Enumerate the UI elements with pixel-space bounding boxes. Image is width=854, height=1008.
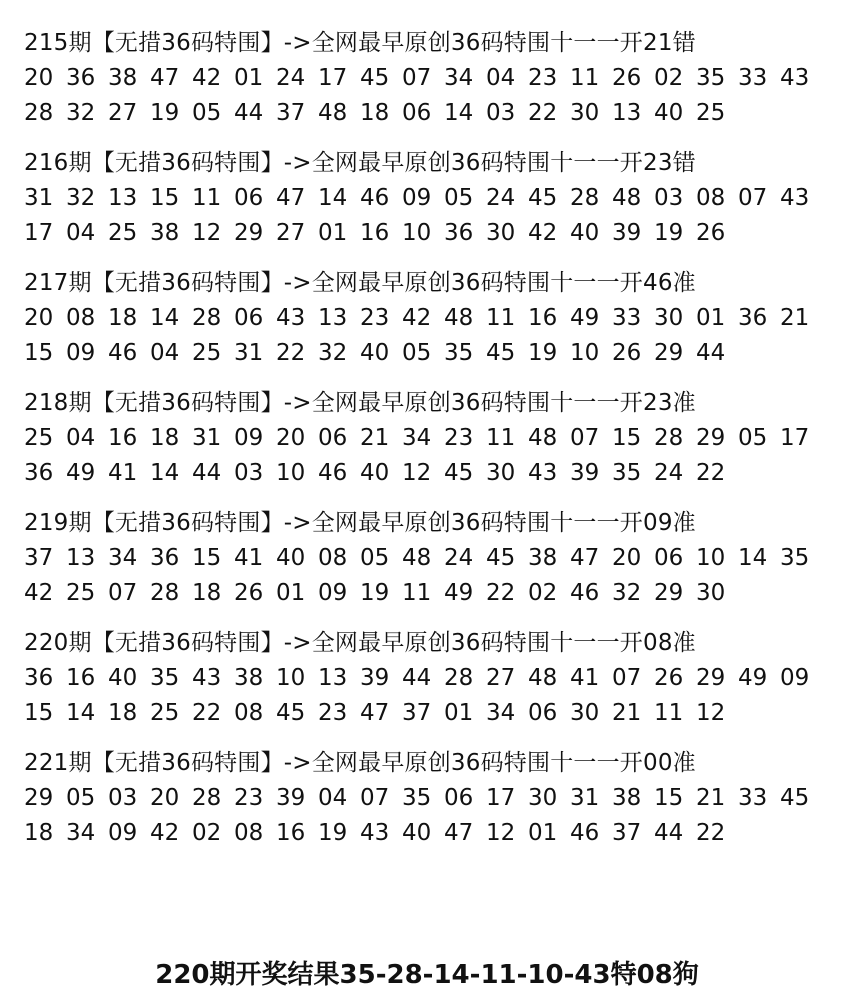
number-cell: 39 <box>570 460 600 486</box>
number-cell: 06 <box>318 425 348 451</box>
number-cell: 10 <box>276 460 306 486</box>
number-cell: 28 <box>444 665 474 691</box>
number-cell: 45 <box>528 185 558 211</box>
number-cell: 12 <box>696 700 726 726</box>
number-cell: 45 <box>444 460 474 486</box>
number-cell: 47 <box>276 185 306 211</box>
number-cell: 48 <box>612 185 642 211</box>
number-cell: 37 <box>402 700 432 726</box>
number-cell: 42 <box>24 580 54 606</box>
number-cell: 45 <box>276 700 306 726</box>
number-cell: 46 <box>108 340 138 366</box>
number-cell: 27 <box>108 100 138 126</box>
number-cell: 43 <box>192 665 222 691</box>
number-cell: 06 <box>654 545 684 571</box>
number-cell: 04 <box>150 340 180 366</box>
number-cell: 08 <box>234 820 264 846</box>
number-cell: 49 <box>66 460 96 486</box>
number-cell: 20 <box>150 785 180 811</box>
number-cell: 13 <box>318 305 348 331</box>
number-cell: 43 <box>780 185 810 211</box>
number-cell: 39 <box>612 220 642 246</box>
number-cell: 08 <box>66 305 96 331</box>
number-cell: 34 <box>402 425 432 451</box>
number-cell: 05 <box>66 785 96 811</box>
number-cell: 35 <box>444 340 474 366</box>
number-cell: 30 <box>528 785 558 811</box>
number-cell: 09 <box>66 340 96 366</box>
number-cell: 22 <box>276 340 306 366</box>
number-cell: 11 <box>402 580 432 606</box>
number-cell: 48 <box>528 425 558 451</box>
number-cell: 31 <box>234 340 264 366</box>
number-cell: 29 <box>234 220 264 246</box>
number-cell: 18 <box>360 100 390 126</box>
number-cell: 18 <box>192 580 222 606</box>
number-row <box>24 456 834 491</box>
number-cell: 11 <box>654 700 684 726</box>
number-cell: 18 <box>150 425 180 451</box>
number-cell: 21 <box>696 785 726 811</box>
number-cell: 36 <box>24 665 54 691</box>
number-cell: 12 <box>402 460 432 486</box>
number-cell: 01 <box>234 65 264 91</box>
period-block <box>24 266 834 371</box>
number-cell: 05 <box>444 185 474 211</box>
number-cell: 20 <box>24 65 54 91</box>
number-cell: 46 <box>360 185 390 211</box>
number-cell: 47 <box>444 820 474 846</box>
number-cell: 23 <box>318 700 348 726</box>
number-cell: 03 <box>654 185 684 211</box>
number-cell: 15 <box>150 185 180 211</box>
number-cell: 17 <box>24 220 54 246</box>
number-row <box>24 696 834 731</box>
period-header: 219期【无措36码特围】->全网最早原创36码特围十一一开09准 <box>24 510 696 536</box>
number-cell: 32 <box>66 185 96 211</box>
number-cell: 32 <box>66 100 96 126</box>
number-cell: 21 <box>360 425 390 451</box>
number-cell: 08 <box>696 185 726 211</box>
number-cell: 30 <box>570 700 600 726</box>
number-cell: 22 <box>192 700 222 726</box>
number-cell: 48 <box>402 545 432 571</box>
number-cell: 35 <box>402 785 432 811</box>
number-cell: 39 <box>360 665 390 691</box>
number-cell: 30 <box>570 100 600 126</box>
number-cell: 03 <box>234 460 264 486</box>
number-cell: 30 <box>486 460 516 486</box>
number-cell: 33 <box>738 785 768 811</box>
number-cell: 21 <box>612 700 642 726</box>
number-cell: 07 <box>360 785 390 811</box>
number-cell: 11 <box>570 65 600 91</box>
number-cell: 26 <box>612 340 642 366</box>
number-cell: 10 <box>402 220 432 246</box>
number-cell: 08 <box>318 545 348 571</box>
number-cell: 32 <box>612 580 642 606</box>
number-cell: 28 <box>192 785 222 811</box>
number-cell: 39 <box>276 785 306 811</box>
number-cell: 30 <box>696 580 726 606</box>
period-block <box>24 146 834 251</box>
number-cell: 34 <box>66 820 96 846</box>
number-cell: 38 <box>108 65 138 91</box>
number-cell: 44 <box>654 820 684 846</box>
number-cell: 02 <box>528 580 558 606</box>
number-cell: 36 <box>444 220 474 246</box>
number-cell: 37 <box>612 820 642 846</box>
number-cell: 43 <box>276 305 306 331</box>
number-cell: 01 <box>318 220 348 246</box>
number-cell: 04 <box>66 425 96 451</box>
number-cell: 13 <box>612 100 642 126</box>
number-cell: 07 <box>738 185 768 211</box>
number-cell: 15 <box>612 425 642 451</box>
number-cell: 01 <box>276 580 306 606</box>
number-cell: 37 <box>24 545 54 571</box>
number-cell: 30 <box>654 305 684 331</box>
number-cell: 44 <box>234 100 264 126</box>
number-cell: 25 <box>66 580 96 606</box>
number-cell: 06 <box>528 700 558 726</box>
period-header: 220期【无措36码特围】->全网最早原创36码特围十一一开08准 <box>24 630 696 656</box>
number-cell: 19 <box>318 820 348 846</box>
number-cell: 38 <box>528 545 558 571</box>
number-cell: 29 <box>654 580 684 606</box>
period-header: 221期【无措36码特围】->全网最早原创36码特围十一一开00准 <box>24 750 696 776</box>
number-cell: 15 <box>24 700 54 726</box>
period-header: 216期【无措36码特围】->全网最早原创36码特围十一一开23错 <box>24 150 696 176</box>
number-row <box>24 336 834 371</box>
number-cell: 42 <box>402 305 432 331</box>
number-cell: 28 <box>24 100 54 126</box>
number-row <box>24 61 834 96</box>
number-cell: 41 <box>108 460 138 486</box>
number-cell: 24 <box>276 65 306 91</box>
number-cell: 05 <box>402 340 432 366</box>
number-cell: 20 <box>276 425 306 451</box>
number-cell: 35 <box>696 65 726 91</box>
number-cell: 18 <box>108 700 138 726</box>
number-cell: 33 <box>738 65 768 91</box>
number-cell: 36 <box>738 305 768 331</box>
number-cell: 12 <box>192 220 222 246</box>
number-cell: 04 <box>486 65 516 91</box>
number-cell: 21 <box>780 305 810 331</box>
number-cell: 07 <box>612 665 642 691</box>
number-cell: 47 <box>360 700 390 726</box>
number-cell: 25 <box>696 100 726 126</box>
period-header: 217期【无措36码特围】->全网最早原创36码特围十一一开46准 <box>24 270 696 296</box>
number-cell: 46 <box>570 820 600 846</box>
number-cell: 45 <box>486 340 516 366</box>
number-cell: 25 <box>150 700 180 726</box>
number-row <box>24 96 834 131</box>
period-block <box>24 26 834 131</box>
document-body <box>24 26 834 866</box>
number-cell: 14 <box>318 185 348 211</box>
number-cell: 36 <box>66 65 96 91</box>
number-cell: 28 <box>654 425 684 451</box>
number-row <box>24 781 834 816</box>
number-cell: 26 <box>612 65 642 91</box>
number-cell: 14 <box>150 305 180 331</box>
number-cell: 46 <box>570 580 600 606</box>
number-cell: 31 <box>24 185 54 211</box>
number-cell: 22 <box>528 100 558 126</box>
number-cell: 14 <box>738 545 768 571</box>
number-cell: 34 <box>108 545 138 571</box>
number-cell: 24 <box>444 545 474 571</box>
number-cell: 19 <box>654 220 684 246</box>
number-cell: 19 <box>528 340 558 366</box>
number-row <box>24 216 834 251</box>
number-cell: 41 <box>570 665 600 691</box>
number-cell: 28 <box>570 185 600 211</box>
number-row <box>24 661 834 696</box>
number-cell: 25 <box>192 340 222 366</box>
number-cell: 49 <box>444 580 474 606</box>
number-cell: 09 <box>402 185 432 211</box>
number-cell: 48 <box>444 305 474 331</box>
number-cell: 09 <box>318 580 348 606</box>
number-cell: 43 <box>528 460 558 486</box>
number-cell: 19 <box>150 100 180 126</box>
number-cell: 27 <box>276 220 306 246</box>
period-block <box>24 386 834 491</box>
number-cell: 40 <box>654 100 684 126</box>
number-cell: 46 <box>318 460 348 486</box>
number-cell: 45 <box>360 65 390 91</box>
number-cell: 01 <box>696 305 726 331</box>
number-cell: 15 <box>192 545 222 571</box>
number-cell: 44 <box>192 460 222 486</box>
number-cell: 40 <box>570 220 600 246</box>
number-cell: 10 <box>276 665 306 691</box>
number-cell: 29 <box>654 340 684 366</box>
number-row <box>24 816 834 851</box>
number-cell: 03 <box>486 100 516 126</box>
number-cell: 42 <box>150 820 180 846</box>
number-cell: 26 <box>234 580 264 606</box>
number-cell: 13 <box>108 185 138 211</box>
number-cell: 10 <box>570 340 600 366</box>
number-cell: 43 <box>360 820 390 846</box>
number-cell: 31 <box>192 425 222 451</box>
number-cell: 03 <box>108 785 138 811</box>
number-cell: 38 <box>612 785 642 811</box>
number-cell: 40 <box>276 545 306 571</box>
number-cell: 18 <box>108 305 138 331</box>
number-cell: 44 <box>696 340 726 366</box>
number-cell: 38 <box>234 665 264 691</box>
number-cell: 18 <box>24 820 54 846</box>
number-cell: 13 <box>66 545 96 571</box>
period-block <box>24 506 834 611</box>
number-cell: 22 <box>486 580 516 606</box>
number-cell: 29 <box>696 425 726 451</box>
number-cell: 34 <box>486 700 516 726</box>
number-cell: 41 <box>234 545 264 571</box>
number-cell: 14 <box>66 700 96 726</box>
number-cell: 17 <box>780 425 810 451</box>
number-cell: 16 <box>66 665 96 691</box>
number-cell: 13 <box>318 665 348 691</box>
number-cell: 09 <box>108 820 138 846</box>
number-cell: 35 <box>612 460 642 486</box>
number-cell: 28 <box>192 305 222 331</box>
number-cell: 05 <box>192 100 222 126</box>
number-cell: 36 <box>24 460 54 486</box>
number-cell: 11 <box>192 185 222 211</box>
number-cell: 35 <box>780 545 810 571</box>
number-cell: 07 <box>570 425 600 451</box>
number-cell: 49 <box>570 305 600 331</box>
number-cell: 32 <box>318 340 348 366</box>
period-header: 215期【无措36码特围】->全网最早原创36码特围十一一开21错 <box>24 30 696 56</box>
number-cell: 06 <box>234 185 264 211</box>
period-header: 218期【无措36码特围】->全网最早原创36码特围十一一开23准 <box>24 390 696 416</box>
number-cell: 22 <box>696 460 726 486</box>
number-cell: 49 <box>738 665 768 691</box>
number-cell: 06 <box>234 305 264 331</box>
number-cell: 40 <box>360 460 390 486</box>
number-cell: 12 <box>486 820 516 846</box>
number-cell: 27 <box>486 665 516 691</box>
number-cell: 23 <box>360 305 390 331</box>
number-cell: 01 <box>528 820 558 846</box>
number-row <box>24 541 834 576</box>
number-cell: 02 <box>654 65 684 91</box>
number-cell: 44 <box>402 665 432 691</box>
number-cell: 23 <box>528 65 558 91</box>
number-cell: 38 <box>150 220 180 246</box>
number-cell: 48 <box>528 665 558 691</box>
number-cell: 16 <box>108 425 138 451</box>
number-cell: 11 <box>486 305 516 331</box>
number-cell: 33 <box>612 305 642 331</box>
number-cell: 07 <box>402 65 432 91</box>
number-cell: 28 <box>150 580 180 606</box>
number-cell: 30 <box>486 220 516 246</box>
number-cell: 47 <box>570 545 600 571</box>
number-cell: 06 <box>402 100 432 126</box>
number-cell: 40 <box>360 340 390 366</box>
draw-result: 220期开奖结果35-28-14-11-10-43特08狗 <box>155 960 699 990</box>
number-cell: 43 <box>780 65 810 91</box>
period-block <box>24 626 834 731</box>
number-cell: 29 <box>24 785 54 811</box>
number-cell: 17 <box>318 65 348 91</box>
number-cell: 47 <box>150 65 180 91</box>
number-cell: 02 <box>192 820 222 846</box>
number-cell: 19 <box>360 580 390 606</box>
number-cell: 16 <box>528 305 558 331</box>
number-cell: 25 <box>24 425 54 451</box>
number-cell: 08 <box>234 700 264 726</box>
number-cell: 15 <box>654 785 684 811</box>
number-cell: 16 <box>276 820 306 846</box>
number-cell: 22 <box>696 820 726 846</box>
number-row <box>24 421 834 456</box>
number-cell: 40 <box>402 820 432 846</box>
number-cell: 06 <box>444 785 474 811</box>
number-cell: 10 <box>696 545 726 571</box>
number-cell: 11 <box>486 425 516 451</box>
number-cell: 42 <box>528 220 558 246</box>
number-cell: 26 <box>696 220 726 246</box>
number-cell: 01 <box>444 700 474 726</box>
number-cell: 14 <box>150 460 180 486</box>
number-cell: 25 <box>108 220 138 246</box>
number-cell: 40 <box>108 665 138 691</box>
number-cell: 05 <box>360 545 390 571</box>
number-cell: 23 <box>234 785 264 811</box>
number-cell: 09 <box>780 665 810 691</box>
number-cell: 14 <box>444 100 474 126</box>
number-cell: 35 <box>150 665 180 691</box>
period-block <box>24 746 834 851</box>
number-cell: 45 <box>780 785 810 811</box>
number-cell: 42 <box>192 65 222 91</box>
number-row <box>24 301 834 336</box>
number-cell: 31 <box>570 785 600 811</box>
number-cell: 16 <box>360 220 390 246</box>
number-cell: 20 <box>24 305 54 331</box>
number-cell: 34 <box>444 65 474 91</box>
number-cell: 09 <box>234 425 264 451</box>
number-cell: 17 <box>486 785 516 811</box>
number-cell: 26 <box>654 665 684 691</box>
number-cell: 15 <box>24 340 54 366</box>
number-cell: 24 <box>486 185 516 211</box>
number-cell: 45 <box>486 545 516 571</box>
number-cell: 24 <box>654 460 684 486</box>
number-cell: 07 <box>108 580 138 606</box>
number-cell: 23 <box>444 425 474 451</box>
number-cell: 36 <box>150 545 180 571</box>
number-cell: 20 <box>612 545 642 571</box>
number-cell: 37 <box>276 100 306 126</box>
number-cell: 29 <box>696 665 726 691</box>
number-cell: 04 <box>66 220 96 246</box>
number-cell: 48 <box>318 100 348 126</box>
number-cell: 04 <box>318 785 348 811</box>
number-row <box>24 576 834 611</box>
number-cell: 05 <box>738 425 768 451</box>
number-row <box>24 181 834 216</box>
